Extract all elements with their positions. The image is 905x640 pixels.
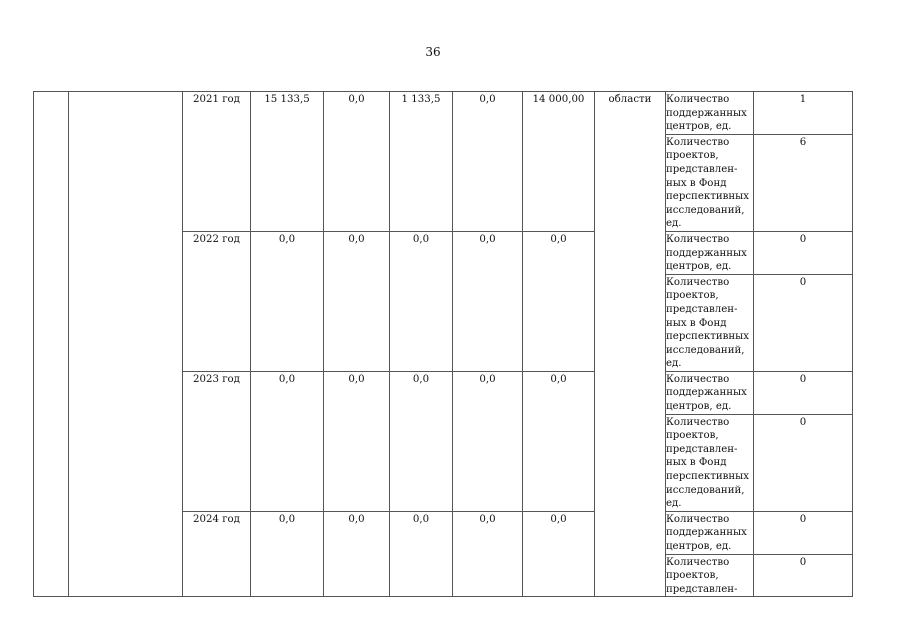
amount-cell: 0,0: [523, 511, 595, 597]
amount-cell: 0,0: [453, 371, 523, 511]
amount-cell: 0,0: [523, 231, 595, 371]
indicator-value: 0: [754, 554, 853, 597]
indicator-label: Количество проектов, представлен- ных в Фонд перспективных исследований, ед.: [666, 274, 754, 371]
total-cell: 0,0: [251, 371, 324, 511]
indicator-value: 0: [754, 231, 853, 274]
amount-cell: 0,0: [324, 511, 390, 597]
indicator-value: 1: [754, 92, 853, 135]
amount-cell: 0,0: [324, 92, 390, 232]
program-table: [33, 91, 853, 597]
year-cell: 2022 год: [183, 231, 251, 371]
indicator-value: 0: [754, 274, 853, 371]
amount-cell: 0,0: [390, 371, 453, 511]
amount-cell: 0,0: [390, 511, 453, 597]
indicator-label: Количество проектов, представлен-: [666, 554, 754, 597]
indicator-label: Количество поддержанных центров, ед.: [666, 511, 754, 554]
indicator-label: Количество поддержанных центров, ед.: [666, 371, 754, 414]
indicator-label: Количество проектов, представлен- ных в Фонд перспективных исследований, ед.: [666, 134, 754, 231]
total-cell: 0,0: [251, 511, 324, 597]
year-cell: 2021 год: [183, 92, 251, 232]
indicator-value: 0: [754, 371, 853, 414]
blank-col-1: [34, 92, 69, 597]
indicator-label: Количество поддержанных центров, ед.: [666, 92, 754, 135]
amount-cell: 0,0: [324, 371, 390, 511]
total-cell: 0,0: [251, 231, 324, 371]
indicator-value: 6: [754, 134, 853, 231]
year-cell: 2023 год: [183, 371, 251, 511]
amount-cell: 0,0: [390, 231, 453, 371]
year-cell: 2024 год: [183, 511, 251, 597]
region-label: области: [595, 92, 666, 597]
amount-cell: 0,0: [453, 511, 523, 597]
amount-cell: 0,0: [453, 231, 523, 371]
indicator-value: 0: [754, 414, 853, 511]
blank-col-2: [69, 92, 183, 597]
amount-cell: 0,0: [523, 371, 595, 511]
amount-cell: 0,0: [453, 92, 523, 232]
amount-cell: 14 000,00: [523, 92, 595, 232]
page-number: 36: [425, 45, 441, 59]
amount-cell: 0,0: [324, 231, 390, 371]
indicator-label: Количество проектов, представлен- ных в Фонд перспективных исследований, ед.: [666, 414, 754, 511]
indicator-label: Количество поддержанных центров, ед.: [666, 231, 754, 274]
indicator-value: 0: [754, 511, 853, 554]
total-cell: 15 133,5: [251, 92, 324, 232]
amount-cell: 1 133,5: [390, 92, 453, 232]
